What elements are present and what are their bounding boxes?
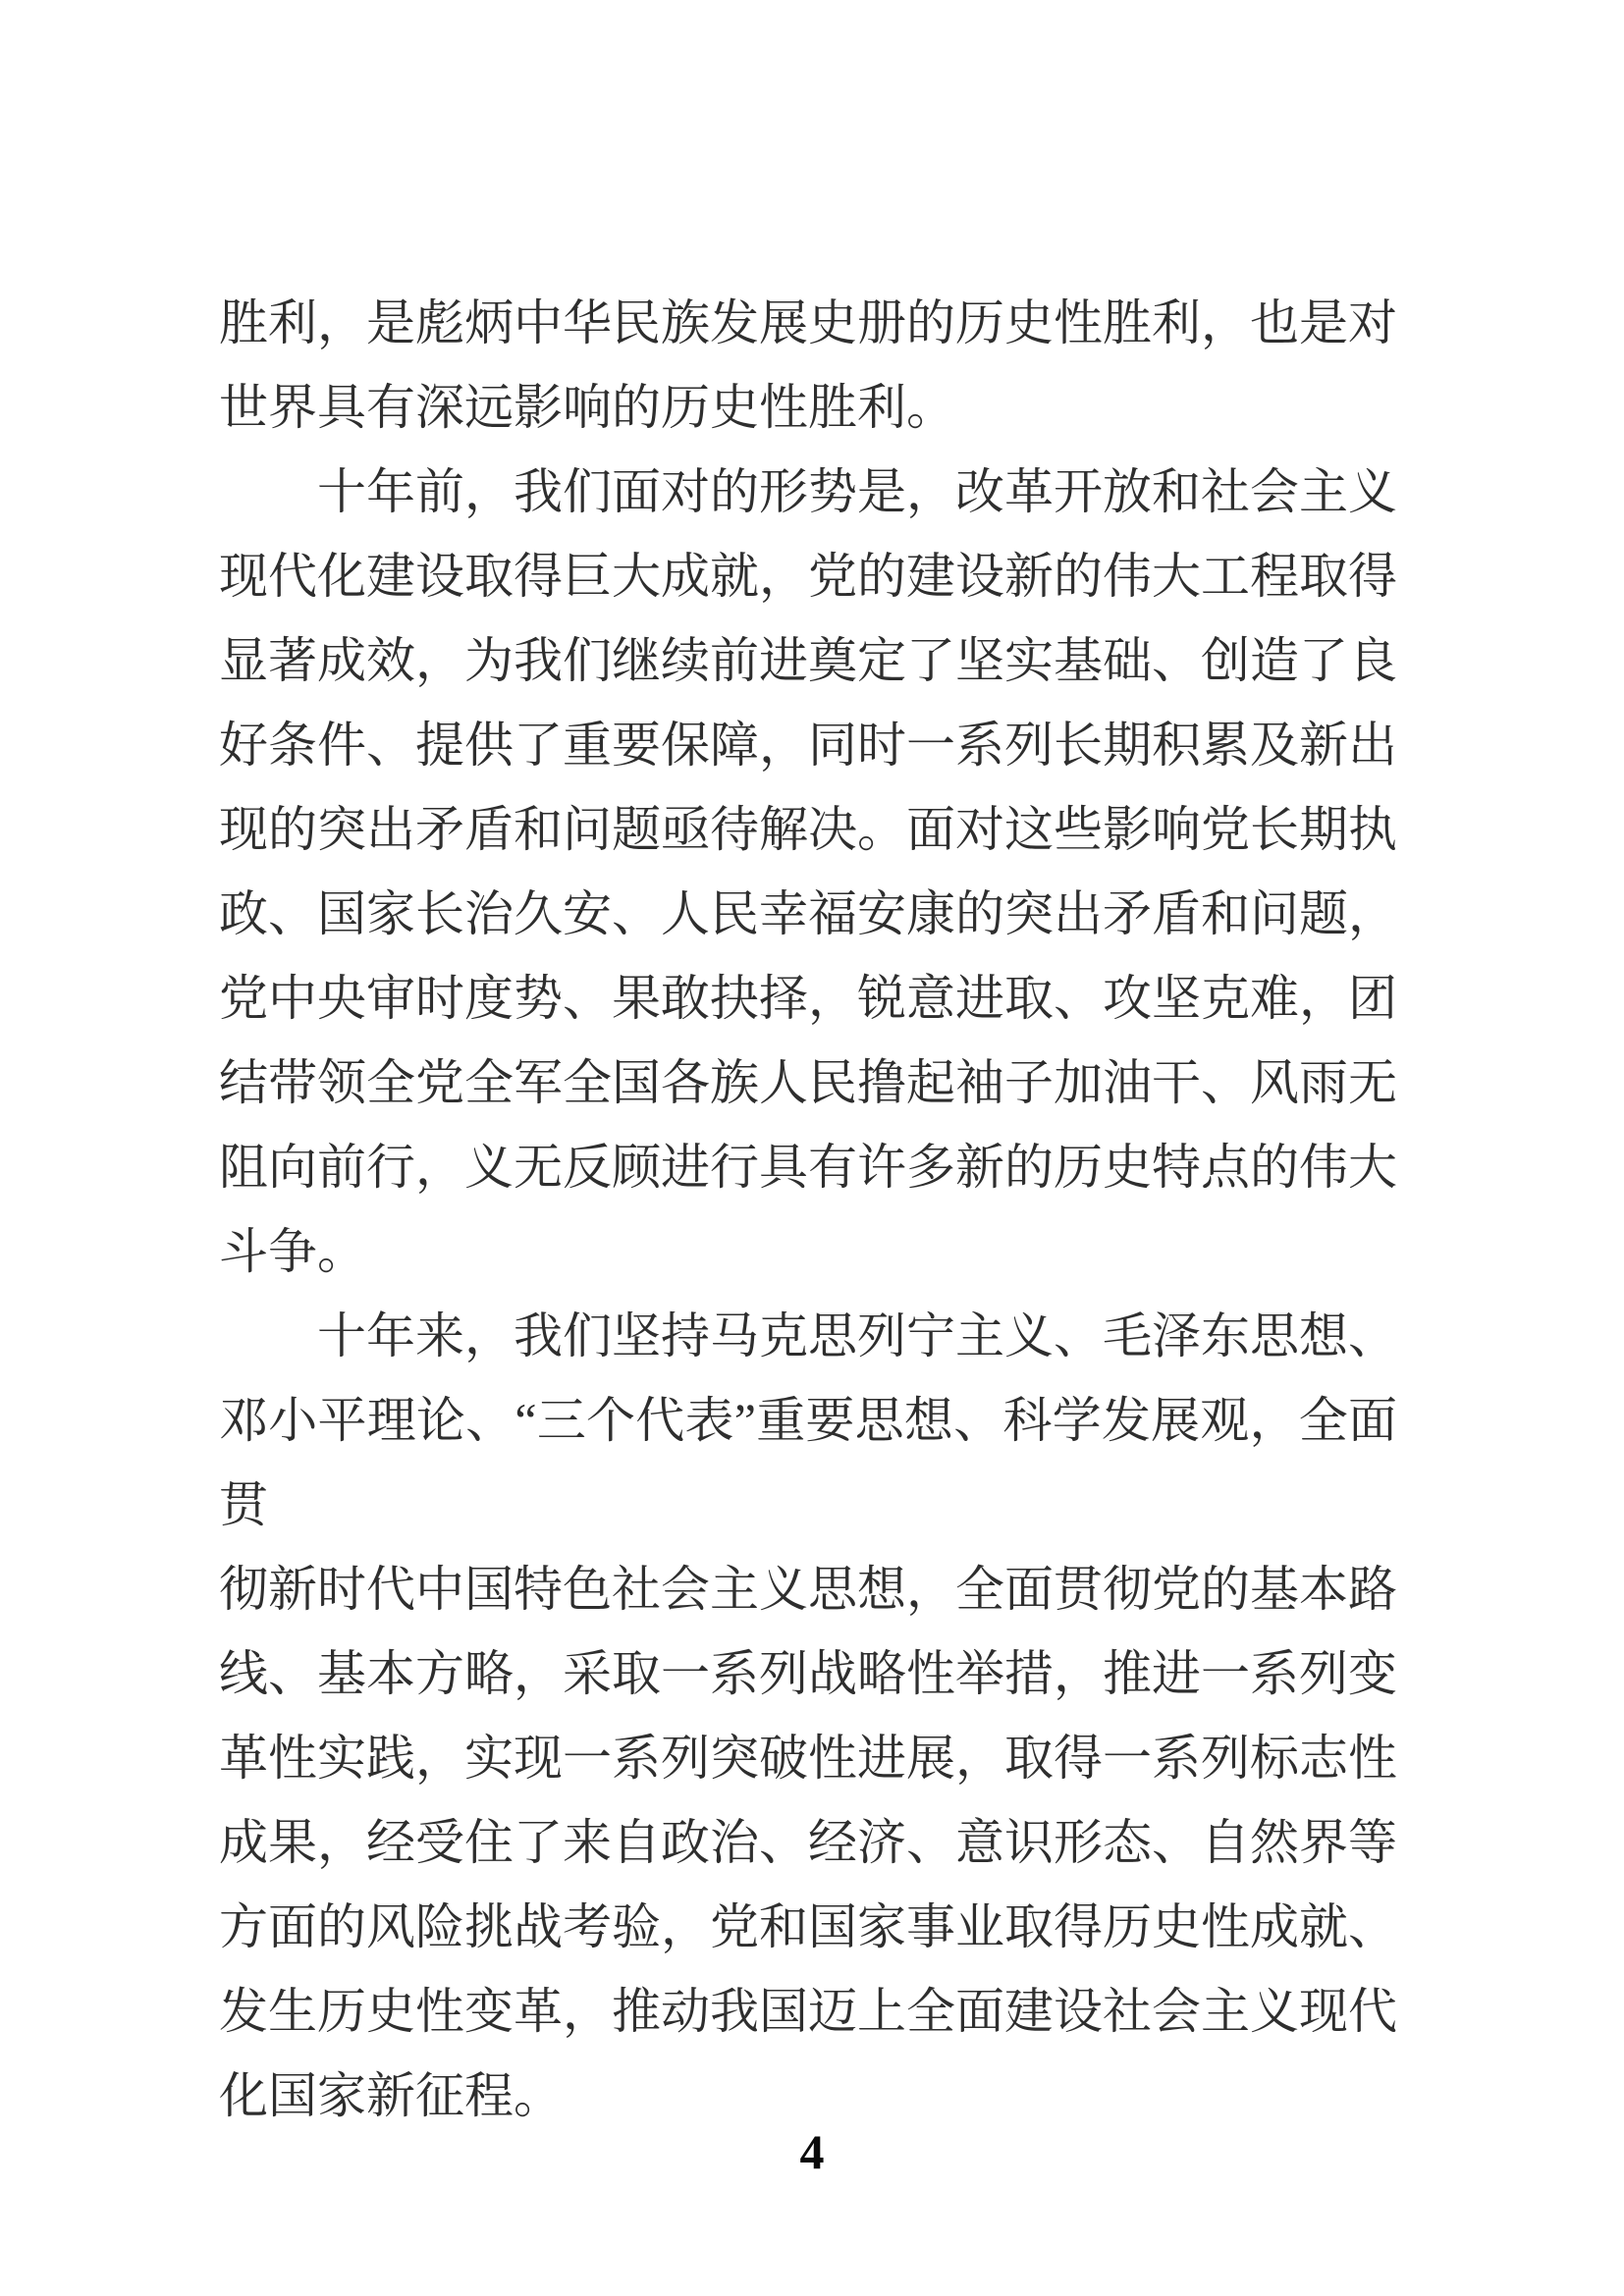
text-line: 好条件、提供了重要保障，同时一系列长期积累及新出 xyxy=(219,718,1397,773)
text-line: 现的突出矛盾和问题亟待解决。面对这些影响党长期执 xyxy=(219,802,1397,857)
paragraph xyxy=(219,281,1397,450)
text-line: 化国家新征程。 xyxy=(219,2068,563,2123)
text-line: 邓小平理论、“三个代表”重要思想、科学发展观，全面贯 xyxy=(219,1393,1397,1532)
page-number: 4 xyxy=(799,2124,825,2179)
text-line: 十年前，我们面对的形势是，改革开放和社会主义 xyxy=(317,464,1397,519)
text-line: 结带领全党全军全国各族人民撸起袖子加油干、风雨无 xyxy=(219,1055,1397,1110)
text-line: 党中央审时度势、果敢抉择，锐意进取、攻坚克难，团 xyxy=(219,971,1397,1026)
text-line: 阻向前行，义无反顾进行具有许多新的历史特点的伟大 xyxy=(219,1140,1397,1195)
text-line: 斗争。 xyxy=(219,1224,366,1279)
text-line: 现代化建设取得巨大成就，党的建设新的伟大工程取得 xyxy=(219,549,1397,604)
paragraph xyxy=(219,1294,1397,2138)
paragraph xyxy=(219,450,1397,1294)
text-line: 革性实践，实现一系列突破性进展，取得一系列标志性 xyxy=(219,1731,1397,1786)
text-line: 胜利，是彪炳中华民族发展史册的历史性胜利，也是对 xyxy=(219,295,1397,350)
text-line: 方面的风险挑战考验，党和国家事业取得历史性成就、 xyxy=(219,1899,1397,1954)
text-line: 显著成效，为我们继续前进奠定了坚实基础、创造了良 xyxy=(219,633,1397,688)
text-line: 成果，经受住了来自政治、经济、意识形态、自然界等 xyxy=(219,1815,1397,1870)
text-line: 发生历史性变革，推动我国迈上全面建设社会主义现代 xyxy=(219,1984,1397,2039)
text-line: 政、国家长治久安、人民幸福安康的突出矛盾和问题， xyxy=(219,886,1397,941)
text-line: 十年来，我们坚持马克思列宁主义、毛泽东思想、 xyxy=(317,1308,1397,1363)
text-line: 世界具有深远影响的历史性胜利。 xyxy=(219,380,955,435)
text-line: 彻新时代中国特色社会主义思想，全面贯彻党的基本路 xyxy=(219,1562,1397,1617)
body-text xyxy=(219,281,1397,2138)
text-line: 线、基本方略，采取一系列战略性举措，推进一系列变 xyxy=(219,1646,1397,1701)
